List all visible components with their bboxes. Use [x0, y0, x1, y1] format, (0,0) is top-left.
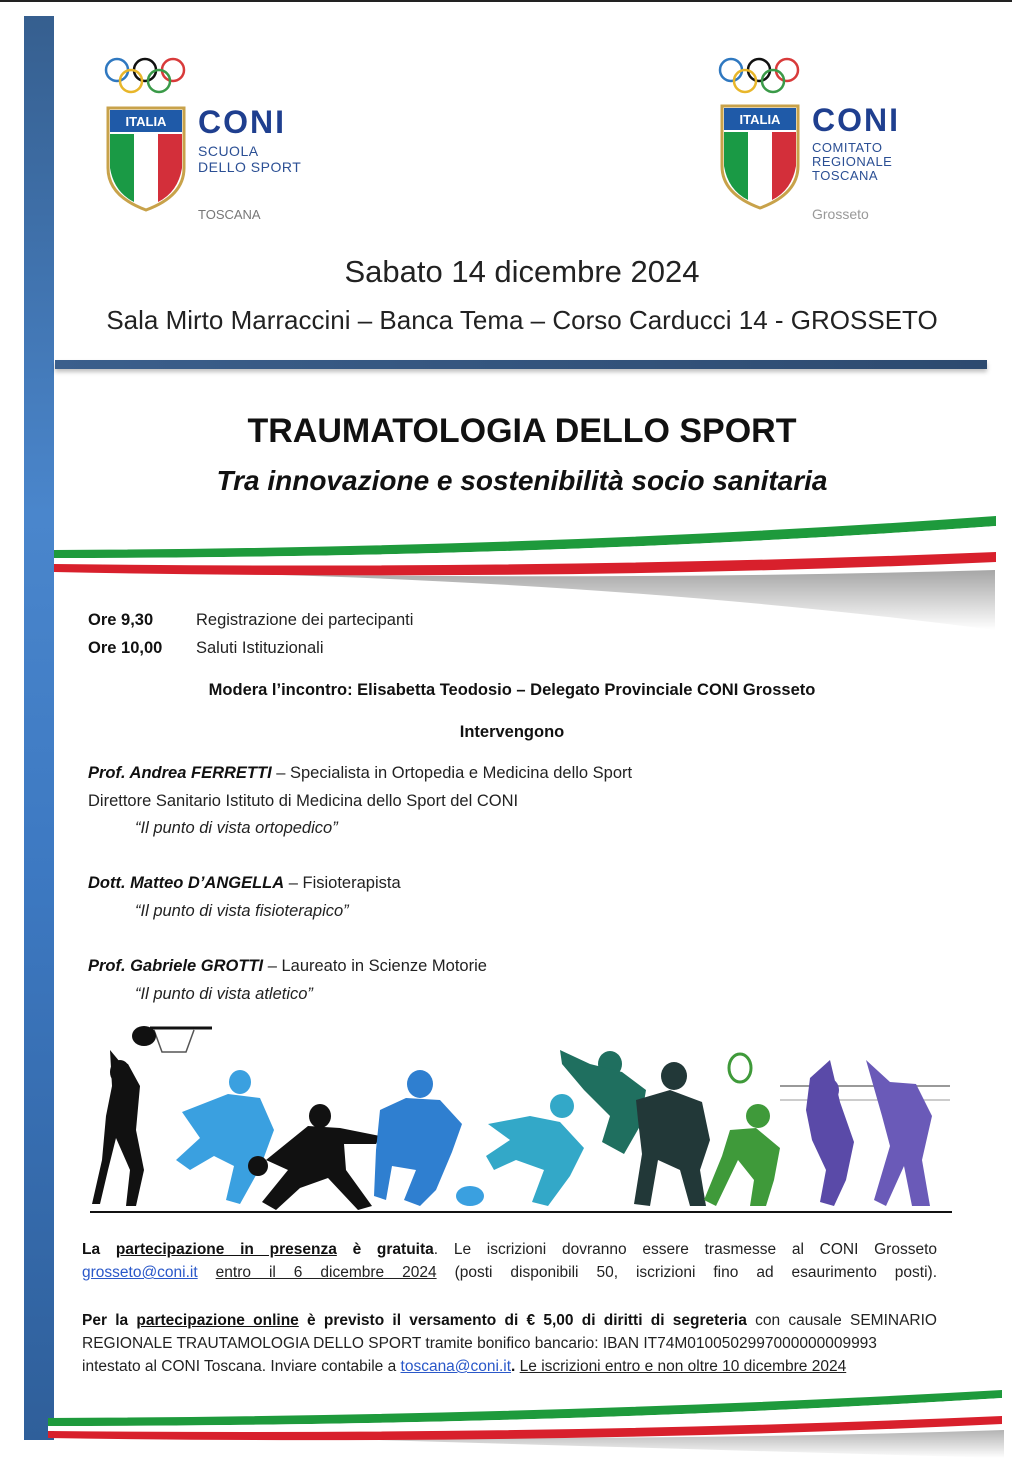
logo-coni-comitato-regionale-toscana [714, 56, 974, 226]
logo-subline-1: COMITATO [812, 140, 883, 155]
volleyball-spiker-silhouette [806, 1060, 854, 1206]
volley-player-silhouette [486, 1094, 584, 1206]
program-item: Registrazione dei partecipanti [196, 611, 414, 629]
logo-place: TOSCANA [198, 207, 261, 222]
speaker-role: – Fisioterapista [284, 874, 401, 892]
info-word: La [82, 1241, 101, 1258]
net-line-icon [780, 1086, 950, 1100]
event-venue: Sala Mirto Marraccini – Banca Tema – Corso Carducci 14 - GROSSETO [106, 305, 938, 335]
header-divider-bar [55, 360, 987, 369]
volleyball-blocker-silhouette [866, 1060, 932, 1206]
info-online-line-3 [82, 1356, 937, 1378]
blue-side-bar [24, 16, 54, 1440]
moderator-line: Modera l’incontro: Elisabetta Teodosio – Delegato Provinciale CONI Grosseto [208, 681, 816, 699]
coni-wordmark: CONI [198, 104, 286, 140]
info-text: intestato al CONI Toscana. Inviare contabile a [82, 1358, 397, 1375]
tennis-racket-player-silhouette [704, 1054, 780, 1206]
logo-place: Grosseto [812, 206, 869, 222]
logo-subline-2: DELLO SPORT [198, 159, 302, 175]
event-subtitle: Tra innovazione e sostenibilità socio sanitaria [216, 465, 828, 496]
info-text: . Le iscrizioni dovranno essere trasmesse al CONI Grosseto [433, 1241, 938, 1258]
info-text: con causale SEMINARIO [755, 1312, 937, 1329]
basketball-hoop-icon [132, 1026, 212, 1052]
goalkeeper-silhouette [176, 1070, 274, 1204]
shield-badge-label: ITALIA [739, 112, 781, 127]
speaker-line [88, 957, 487, 976]
logo-subline-1: SCUOLA [198, 143, 259, 159]
speakers-heading: Intervengono [459, 723, 565, 741]
info-online-line-1 [82, 1310, 937, 1332]
info-presence-line-1 [82, 1239, 937, 1261]
logo-subline-3: TOSCANA [812, 168, 879, 183]
speaker-role: – Laureato in Scienze Motorie [263, 957, 487, 975]
email-link-grosseto[interactable]: grosseto@coni.it [82, 1264, 198, 1281]
info-presence-highlight: partecipazione in presenza [115, 1241, 337, 1258]
online-deadline: Le iscrizioni entro e non oltre 10 dicembre 2024 [519, 1358, 847, 1375]
program-time: Ore 10,00 [88, 639, 163, 657]
tricolor-swoosh-footer [44, 1386, 1006, 1458]
runner-silhouette [374, 1070, 484, 1206]
program-row [88, 611, 413, 630]
speaker-extra: Direttore Sanitario Istituto di Medicina dello Sport del CONI [88, 792, 519, 810]
info-free: è gratuita [352, 1241, 434, 1258]
info-presence-line-2 [82, 1262, 937, 1284]
speaker-talk: “Il punto di vista atletico” [135, 985, 313, 1003]
info-dot: . [511, 1358, 516, 1375]
top-border-line [0, 0, 1012, 2]
speaker-name: Prof. Gabriele GROTTI [88, 957, 264, 975]
event-date: Sabato 14 dicembre 2024 [344, 254, 700, 289]
shield-badge-label: ITALIA [125, 114, 167, 129]
speaker-line [88, 874, 401, 893]
basketball-player-silhouette [92, 1050, 144, 1206]
info-word: Per la [82, 1312, 129, 1329]
olympic-rings-icon [714, 56, 804, 96]
logo-subline-2: REGIONALE [812, 154, 893, 169]
speaker-role: – Specialista in Ortopedia e Medicina dello Sport [271, 764, 633, 782]
speaker-talk: “Il punto di vista ortopedico” [135, 819, 338, 837]
info-online-line-2: REGIONALE TRAUTAMOLOGIA DELLO SPORT tramite bonifico bancario: IBAN IT74M0100502997000000009993 [82, 1335, 877, 1352]
email-link-toscana[interactable]: toscana@coni.it [400, 1358, 512, 1375]
speaker-name: Prof. Andrea FERRETTI [88, 764, 272, 782]
logo-coni-scuola-dello-sport [100, 56, 360, 226]
sports-silhouettes-illustration [90, 1020, 960, 1220]
info-text: (posti disponibili 50, iscrizioni fino ad esaurimento posti). [454, 1264, 937, 1281]
speaker-line [88, 764, 632, 783]
program-time: Ore 9,30 [88, 611, 154, 629]
presence-deadline: entro il 6 dicembre 2024 [215, 1264, 437, 1281]
coni-wordmark: CONI [812, 102, 900, 138]
speaker-name: Dott. Matteo D’ANGELLA [88, 874, 285, 892]
program-item: Saluti Istituzionali [196, 639, 324, 657]
program-row [88, 639, 323, 658]
info-fee: è previsto il versamento di € 5,00 di diritti di segreteria [307, 1312, 747, 1329]
olympic-rings-icon [100, 56, 190, 96]
soccer-player-silhouette [634, 1062, 710, 1206]
speaker-talk: “Il punto di vista fisioterapico” [135, 902, 349, 920]
event-title: TRAUMATOLOGIA DELLO SPORT [247, 412, 797, 450]
info-online-highlight: partecipazione online [136, 1312, 299, 1329]
